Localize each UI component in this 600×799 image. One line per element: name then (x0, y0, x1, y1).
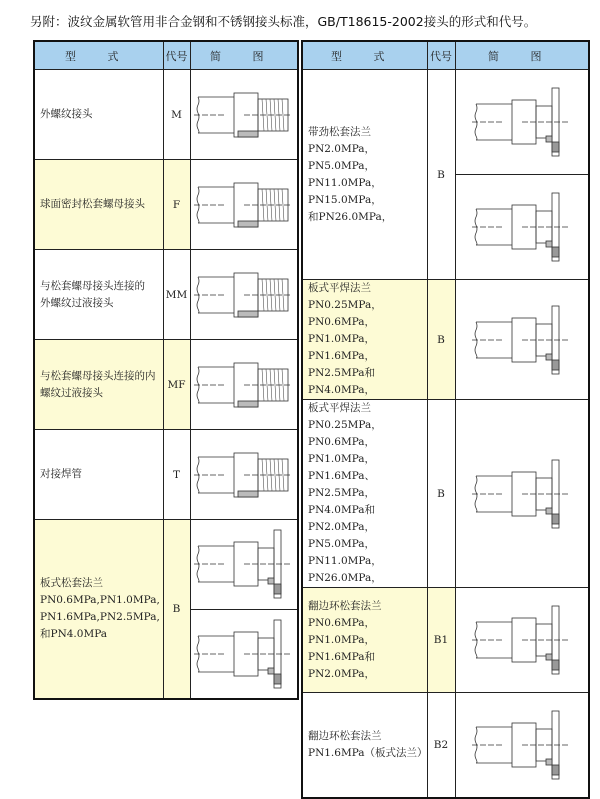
diagram-cell (190, 340, 298, 430)
type-text: 球面密封松套螺母接头 (40, 198, 145, 210)
diagram-cell (190, 520, 298, 610)
table-row (34, 70, 298, 160)
female-adapter-drawing (194, 345, 294, 425)
type-cell (302, 280, 427, 400)
type-text: PN0.6MPa,PN1.0MPa, (40, 594, 160, 606)
type-cell (34, 340, 163, 430)
diagram-cell (455, 280, 589, 400)
loose-plate-flange-drawing (194, 524, 294, 604)
header-code: 代号 (427, 41, 455, 70)
type-cell (302, 588, 427, 693)
type-cell (302, 400, 427, 588)
type-text: 带劲松套法兰 (308, 125, 371, 138)
diagram-cell (455, 588, 589, 693)
diagram-cell (190, 160, 298, 250)
weld-neck-flange-drawing (472, 454, 572, 534)
type-text: PN11.0MPa，PN26.0MPa， (308, 555, 382, 584)
table-row (302, 400, 589, 588)
slip-on-plate-flange-drawing (472, 300, 572, 380)
type-cell (34, 250, 163, 340)
table-row (302, 280, 589, 400)
header-diagram: 简 图 (455, 41, 589, 70)
type-cell (302, 70, 427, 280)
diagram-cell (190, 430, 298, 520)
code-cell: MF (163, 340, 190, 430)
diagram-cell (190, 250, 298, 340)
type-text: PN1.0MPa，PN1.6MPa， (308, 333, 376, 362)
code-cell: F (163, 160, 190, 250)
header-diagram: 简 图 (190, 41, 298, 70)
type-text: 板式松套法兰 (40, 577, 103, 589)
type-text: PN2.0MPa，PN5.0MPa， (308, 521, 376, 550)
lap-joint-flange-drawing (472, 600, 572, 680)
male-adapter-drawing (194, 255, 294, 335)
code-cell: B (163, 520, 190, 700)
table-row (34, 520, 298, 610)
type-text: 板式平焊法兰 (308, 282, 371, 294)
neck-loose-flange-alt-drawing (472, 187, 572, 267)
type-text: 与松套螺母接头连接的内 (40, 369, 156, 382)
type-text: 和PN4.0MPa (40, 628, 108, 640)
type-cell (34, 160, 163, 250)
code-cell: B1 (427, 588, 455, 693)
table-row (34, 160, 298, 250)
type-text: PN0.25MPa，PN0.6MPa， (308, 419, 382, 448)
table-row (34, 340, 298, 430)
right-table (301, 40, 590, 799)
diagram-cell (455, 175, 589, 280)
type-text: PN1.6MPa,PN2.5MPa, (40, 611, 160, 623)
table-row (34, 250, 298, 340)
type-text: 翻边环松套法兰 (308, 730, 382, 742)
code-cell: M (163, 70, 190, 160)
type-text: PN1.6MPa（板式法兰） (308, 747, 428, 759)
male-thread-fitting-drawing (194, 75, 294, 155)
type-cell (302, 693, 427, 799)
swivel-nut-fitting-drawing (194, 165, 294, 245)
diagram-cell (455, 693, 589, 799)
table-row (302, 693, 589, 799)
header-type: 型 式 (302, 41, 427, 70)
type-text: 与松套螺母接头连接的 (40, 279, 145, 292)
type-text: PN11.0MPa，PN15.0MPa， (308, 176, 382, 206)
type-cell (34, 430, 163, 520)
type-text: PN2.5MPa和PN4.0MPa， (308, 367, 376, 396)
table-row (34, 430, 298, 520)
loose-plate-flange-alt-drawing (194, 614, 294, 694)
header-type: 型 式 (34, 41, 163, 70)
type-text: PN1.6MPa和PN2.0MPa， (308, 650, 376, 680)
butt-weld-pipe-drawing (194, 435, 294, 515)
table-row (302, 70, 589, 175)
left-table (33, 40, 299, 700)
type-text: 和PN26.0MPa， (308, 210, 393, 223)
code-cell: B (427, 400, 455, 588)
type-text: 板式平焊法兰 (308, 402, 371, 414)
type-text: 外螺纹接头 (40, 108, 93, 120)
diagram-cell (455, 70, 589, 175)
type-text: PN2.5MPa，PN4.0MPa和 (308, 487, 376, 516)
lap-joint-plate-flange-drawing (472, 705, 572, 785)
table-row (302, 588, 589, 693)
code-cell: B2 (427, 693, 455, 799)
code-cell: MM (163, 250, 190, 340)
type-text: 对接焊管 (40, 468, 82, 480)
type-text: 螺纹过液接头 (40, 386, 103, 399)
type-text: 外螺纹过液接头 (40, 296, 114, 309)
type-text: PN2.0MPa，PN5.0MPa， (308, 142, 376, 172)
diagram-cell (455, 400, 589, 588)
type-cell (34, 70, 163, 160)
code-cell: B (427, 70, 455, 280)
type-text: PN1.0MPa，PN1.6MPa、 (308, 453, 376, 482)
code-cell: T (163, 430, 190, 520)
type-text: PN0.25MPa，PN0.6MPa， (308, 299, 382, 328)
diagram-cell (190, 70, 298, 160)
type-cell (34, 520, 163, 700)
type-text: PN0.6MPa，PN1.0MPa， (308, 616, 376, 646)
header-code: 代号 (163, 41, 190, 70)
neck-loose-flange-drawing (472, 82, 572, 162)
type-text: 翻边环松套法兰 (308, 599, 382, 612)
document-title: 另附：波纹金属软管用非合金钢和不锈钢接头标准，GB/T18615-2002接头的形式和代号。 (30, 14, 537, 29)
diagram-cell (190, 609, 298, 699)
code-cell: B (427, 280, 455, 400)
